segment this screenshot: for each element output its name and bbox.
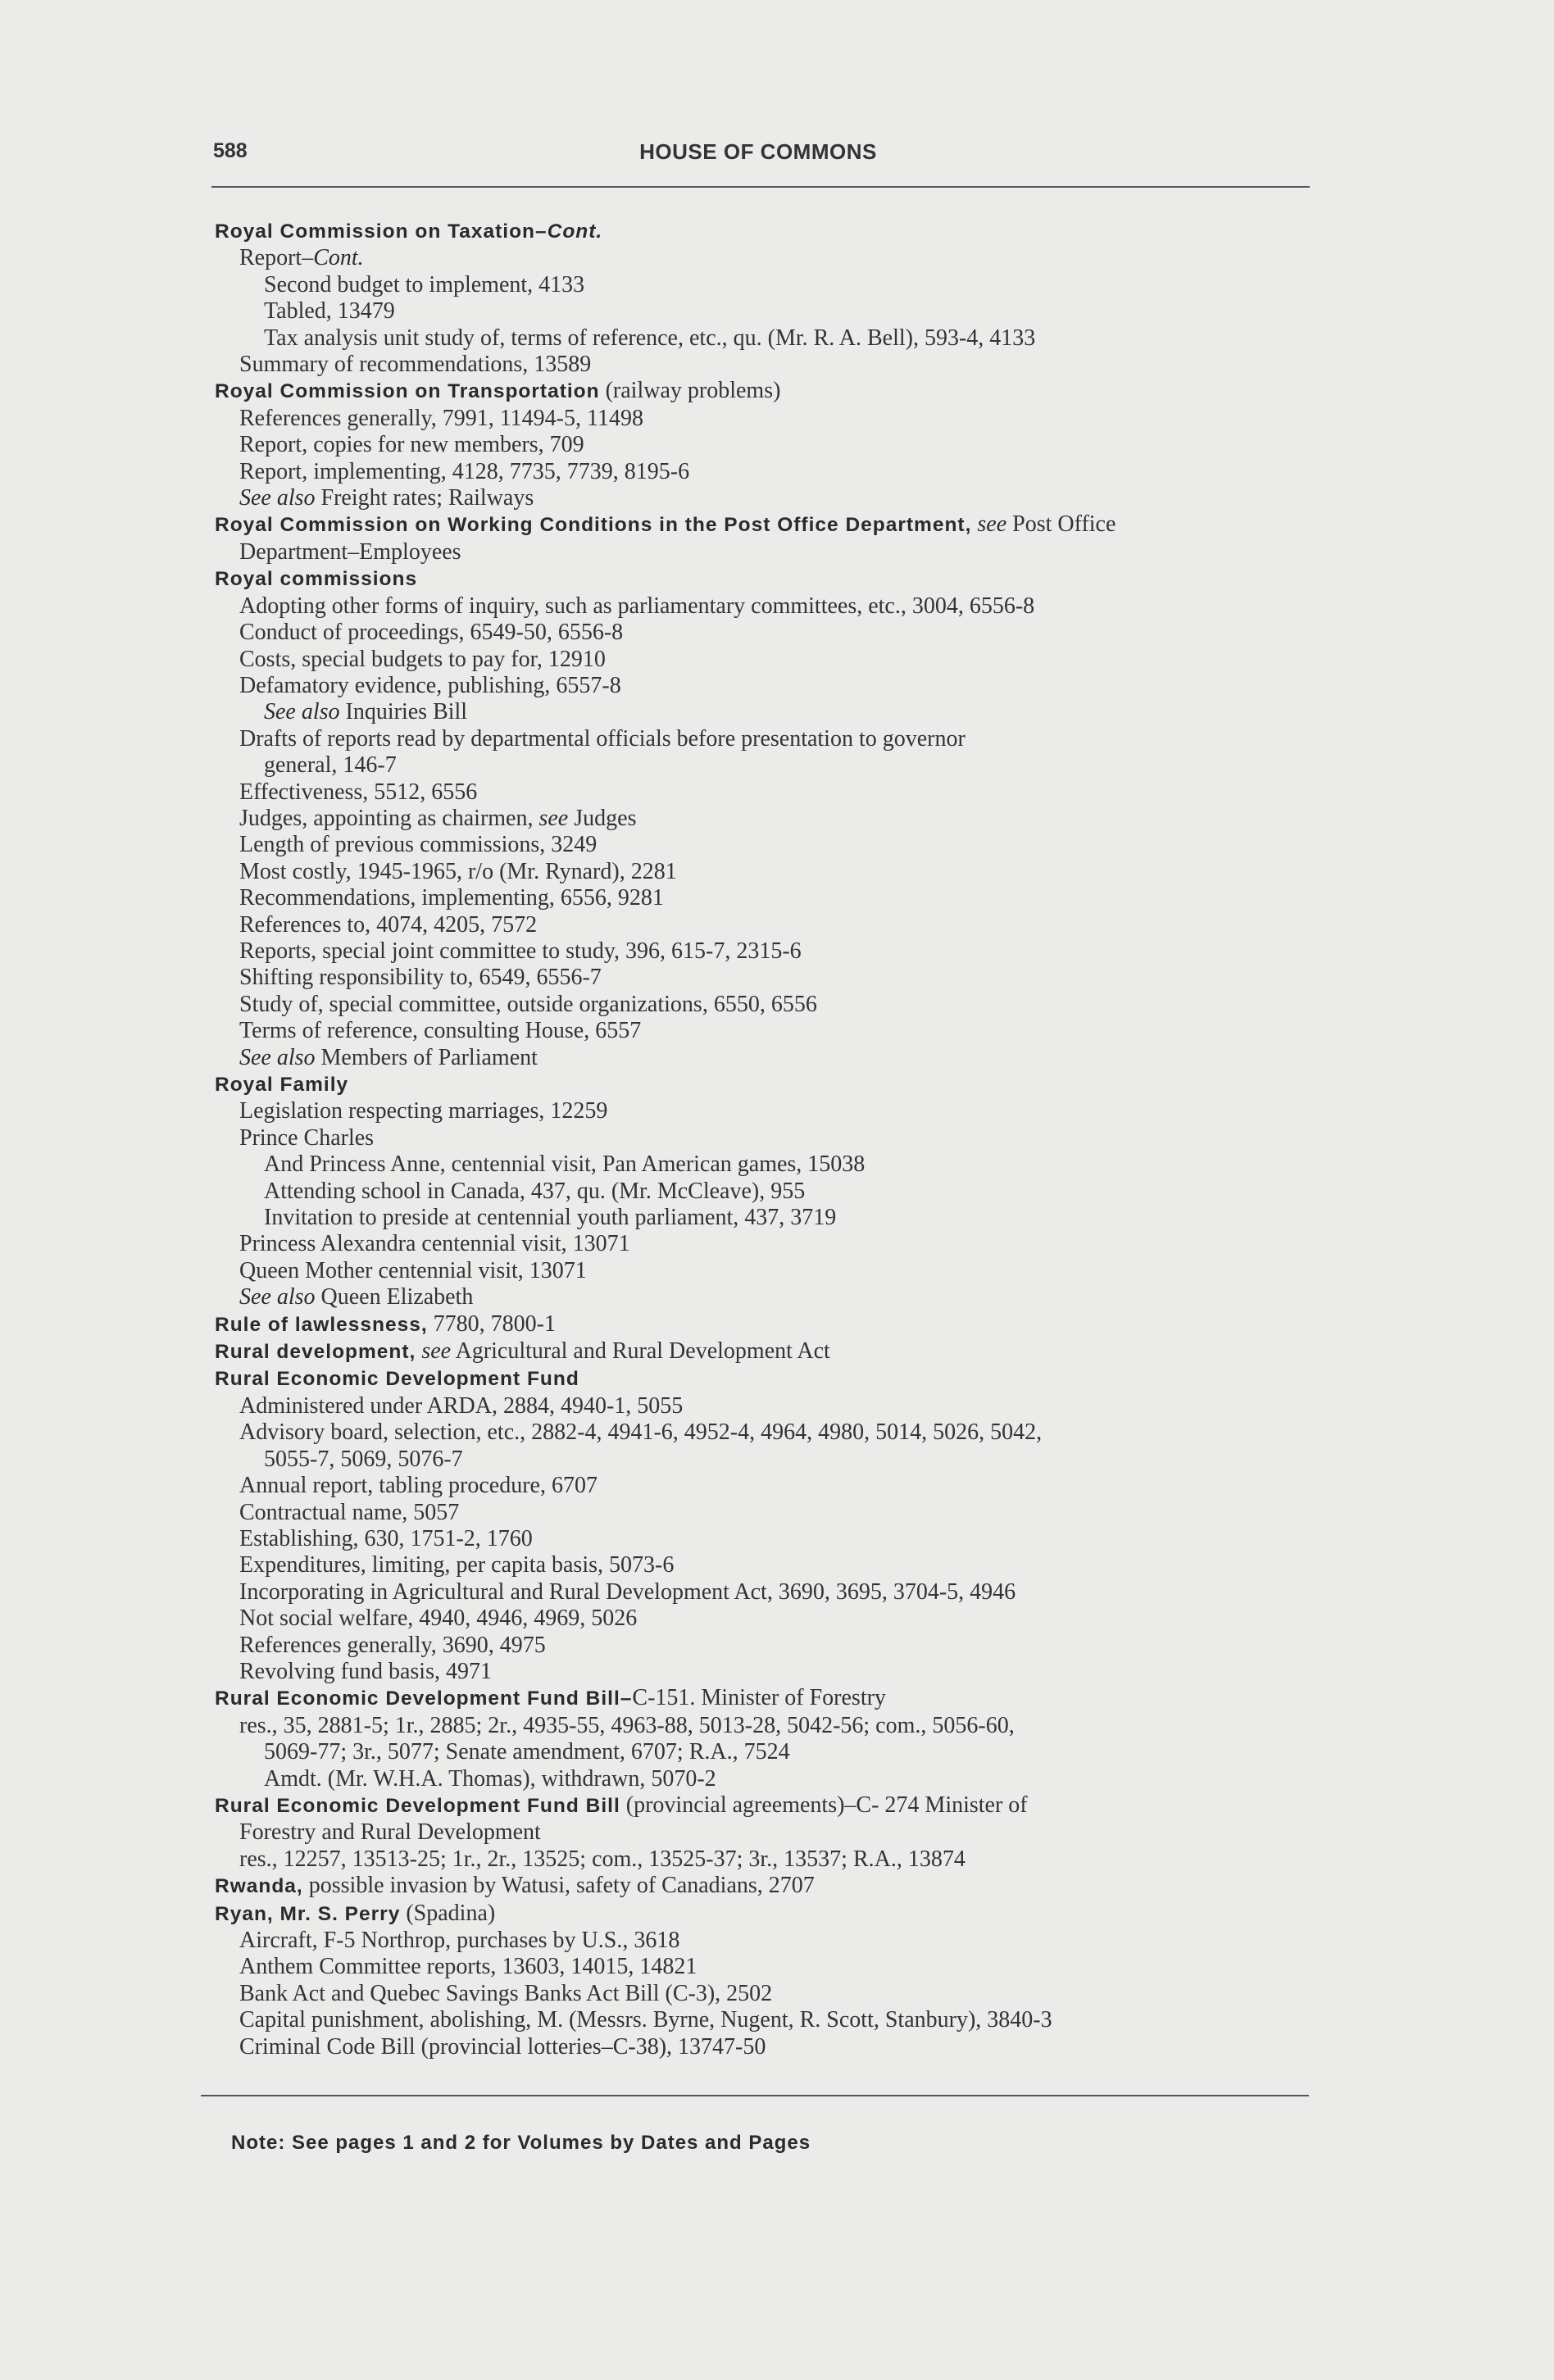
index-entry-text: Advisory board, selection, etc., 2882-4, 4941-6, 4952-4, 4964, 4980, 5014, 5026, 5042, <box>239 1419 1043 1446</box>
index-heading-line <box>205 1792 1336 1819</box>
running-head: HOUSE OF COMMONS <box>639 139 877 164</box>
index-entry-text: Administered under ARDA, 2884, 4940-1, 5055 <box>239 1392 684 1419</box>
index-entry-text: (Spadina) <box>400 1900 496 1926</box>
index-entry-text: Prince Charles <box>239 1124 375 1151</box>
index-heading-line <box>205 1685 1336 1712</box>
index-heading-text: Rule of lawlessness, <box>215 1313 428 1336</box>
index-heading-text: Royal Commission on Transportation <box>215 380 600 403</box>
index-subentry-line <box>205 1954 1336 1980</box>
index-entry-text: And Princess Anne, centennial visit, Pan American games, 15038 <box>264 1151 866 1178</box>
index-entry-text: Attending school in Canada, 437, qu. (Mr. McCleave), 955 <box>264 1178 806 1204</box>
index-entry-text: Study of, special committee, outside organizations, 6550, 6556 <box>239 991 817 1017</box>
index-subentry-line <box>205 1447 1336 1473</box>
index-subentry-line <box>205 1739 1336 1765</box>
index-heading-text: Royal commissions <box>215 568 418 591</box>
index-entry-text: Post Office <box>1006 511 1116 538</box>
index-heading-text: Rural development, <box>215 1341 416 1364</box>
index-entry-text: Incorporating in Agricultural and Rural Development Act, 3690, 3695, 3704-5, 4946 <box>239 1578 1016 1605</box>
index-entry-text: Tabled, 13479 <box>264 298 395 325</box>
index-subentry-line <box>205 1846 1336 1873</box>
index-entry-text: Terms of reference, consulting House, 6557 <box>239 1018 642 1044</box>
index-subentry-line <box>205 1284 1336 1310</box>
index-subentry-line <box>205 1098 1336 1124</box>
index-subentry-line <box>205 325 1336 352</box>
index-entry-text: Conduct of proceedings, 6549-50, 6556-8 <box>239 620 624 646</box>
index-heading-line <box>205 1071 1336 1098</box>
index-subentry-line <box>205 485 1336 511</box>
index-entry-text: Report– <box>239 245 314 271</box>
index-subentry-line <box>205 832 1336 858</box>
index-entry-text: See also <box>239 485 316 511</box>
index-entry-text: Princess Alexandra centennial visit, 13071 <box>239 1231 630 1257</box>
index-entry-text: Queen Elizabeth <box>315 1284 474 1310</box>
index-heading-text: Rwanda, <box>215 1875 303 1898</box>
index-entry-text: Aircraft, F-5 Northrop, purchases by U.S., 3618 <box>239 1928 680 1953</box>
index-subentry-line <box>205 699 1336 725</box>
index-subentry-line <box>205 539 1336 565</box>
index-subentry-line <box>205 1179 1336 1205</box>
index-entry-text: Shifting responsibility to, 6549, 6556-7 <box>239 965 602 991</box>
index-entry-text: Defamatory evidence, publishing, 6557-8 <box>239 672 621 698</box>
index-entry-text: Costs, special budgets to pay for, 12910 <box>239 646 606 672</box>
index-subentry-line <box>205 432 1336 458</box>
index-entry-text: Not social welfare, 4940, 4946, 4969, 5026 <box>239 1606 638 1632</box>
index-subentry-line <box>205 1045 1336 1071</box>
index-heading-line <box>205 565 1336 593</box>
index-heading-line <box>205 1338 1336 1365</box>
index-subentry-line <box>205 1713 1336 1739</box>
index-subentry-line <box>205 1473 1336 1499</box>
index-subentry-line <box>205 298 1336 325</box>
index-entry-text: res., 35, 2881-5; 1r., 2885; 2r., 4935-55, 4963-88, 5013-28, 5042-56; com., 5056-60, <box>239 1712 1015 1738</box>
index-entries <box>205 218 1336 2060</box>
index-subentry-line <box>205 726 1336 752</box>
index-entry-text: Capital punishment, abolishing, M. (Messrs. Byrne, Nugent, R. Scott, Stanbury), 3840-3 <box>239 2007 1052 2033</box>
index-entry-text: Department–Employees <box>239 538 461 565</box>
index-entry-text: Criminal Code Bill (provincial lotteries–C-38), 13747-50 <box>239 2033 766 2060</box>
index-subentry-line <box>205 1659 1336 1685</box>
index-subentry-line <box>205 1552 1336 1578</box>
index-subentry-line <box>205 352 1336 378</box>
index-entry-text: Effectiveness, 5512, 6556 <box>239 779 478 805</box>
index-entry-text: possible invasion by Watusi, safety of Canadians, 2707 <box>302 1873 815 1899</box>
index-subentry-line <box>205 673 1336 699</box>
index-heading-text: Royal Commission on Working Conditions in the Post Office Department, <box>215 514 972 537</box>
index-heading-line <box>205 218 1336 245</box>
footer-note: Note: See pages 1 and 2 for Volumes by Dates and Pages <box>231 2132 811 2154</box>
top-rule <box>211 186 1310 188</box>
index-heading-line <box>205 1901 1336 1928</box>
index-heading-text: Rural Economic Development Fund <box>215 1368 579 1391</box>
index-subentry-line <box>205 1633 1336 1659</box>
index-entry-text: 7780, 7800-1 <box>427 1310 556 1337</box>
index-subentry-line <box>205 779 1336 806</box>
index-entry-text: general, 146-7 <box>264 752 397 779</box>
index-heading-text: Royal Commission on Taxation– <box>215 220 548 243</box>
index-heading-line <box>205 511 1336 538</box>
index-subentry-line <box>205 2034 1336 2060</box>
index-subentry-line <box>205 593 1336 620</box>
index-entry-text: References generally, 3690, 4975 <box>239 1632 546 1658</box>
index-entry-text: Legislation respecting marriages, 12259 <box>239 1098 608 1124</box>
index-subentry-line <box>205 1606 1336 1632</box>
index-subentry-line <box>205 1928 1336 1954</box>
index-subentry-line <box>205 965 1336 991</box>
index-subentry-line <box>205 1981 1336 2007</box>
index-subentry-line <box>205 1231 1336 1257</box>
index-subentry-line <box>205 620 1336 646</box>
index-subentry-line <box>205 1018 1336 1044</box>
index-entry-text: References to, 4074, 4205, 7572 <box>239 911 538 938</box>
index-subentry-line <box>205 1526 1336 1552</box>
index-subentry-line <box>205 245 1336 271</box>
index-entry-text: (railway problems) <box>599 378 781 404</box>
index-subentry-line <box>205 459 1336 485</box>
index-heading-text: Ryan, Mr. S. Perry <box>215 1902 401 1925</box>
index-subentry-line <box>205 2007 1336 2033</box>
index-subentry-line <box>205 1766 1336 1792</box>
index-entry-text: Agricultural and Rural Development Act <box>451 1338 830 1365</box>
index-subentry-line <box>205 1500 1336 1526</box>
index-subentry-line <box>205 912 1336 938</box>
index-entry-text: Annual report, tabling procedure, 6707 <box>239 1473 598 1499</box>
index-heading-line <box>205 1311 1336 1338</box>
page-header <box>205 139 1311 172</box>
index-entry-text: Judges <box>568 805 637 831</box>
index-entry-text: Invitation to preside at centennial youth parliament, 437, 3719 <box>264 1205 837 1231</box>
index-subentry-line <box>205 859 1336 885</box>
index-entry-text: C-151. Minister of Forestry <box>632 1685 886 1711</box>
index-subentry-line <box>205 1205 1336 1231</box>
index-subentry-line <box>205 647 1336 673</box>
index-entry-text: Amdt. (Mr. W.H.A. Thomas), withdrawn, 5070-2 <box>264 1765 716 1792</box>
index-entry-text: 5069-77; 3r., 5077; Senate amendment, 6707; R.A., 7524 <box>264 1739 790 1765</box>
index-entry-text: Revolving fund basis, 4971 <box>239 1658 492 1684</box>
index-entry-text: 5055-7, 5069, 5076-7 <box>264 1446 463 1472</box>
index-subentry-line <box>205 1258 1336 1284</box>
index-subentry-line <box>205 752 1336 779</box>
index-entry-text: Forestry and Rural Development <box>239 1819 541 1846</box>
index-entry-text: References generally, 7991, 11494-5, 11498 <box>239 405 643 431</box>
index-heading-line <box>205 1873 1336 1900</box>
index-subentry-line <box>205 1419 1336 1446</box>
index-entry-text: Inquiries Bill <box>339 699 468 725</box>
index-entry-text: Report, implementing, 4128, 7735, 7739, 8195-6 <box>239 458 690 484</box>
index-entry-text: Members of Parliament <box>315 1044 538 1070</box>
index-entry-text: Contractual name, 5057 <box>239 1499 460 1525</box>
index-entry-text: see <box>538 805 569 831</box>
index-heading-text: Rural Economic Development Fund Bill– <box>215 1687 633 1710</box>
index-entry-text: Drafts of reports read by departmental officials before presentation to governor <box>239 725 966 752</box>
index-entry-text: Reports, special joint committee to study, 396, 615-7, 2315-6 <box>239 938 802 964</box>
index-subentry-line <box>205 1393 1336 1419</box>
page-number: 588 <box>213 139 248 162</box>
index-entry-text: Cont. <box>313 245 364 271</box>
index-subentry-line <box>205 1819 1336 1846</box>
index-entry-text: Most costly, 1945-1965, r/o (Mr. Rynard), 2281 <box>239 858 677 884</box>
index-entry-text: Freight rates; Railways <box>315 485 534 511</box>
index-entry-text: Expenditures, limiting, per capita basis, 5073-6 <box>239 1552 675 1578</box>
index-entry-text: Length of previous commissions, 3249 <box>239 832 598 858</box>
index-subentry-line <box>205 885 1336 911</box>
index-subentry-line <box>205 938 1336 965</box>
index-subentry-line <box>205 806 1336 832</box>
index-entry-text: Report, copies for new members, 709 <box>239 432 584 458</box>
index-heading-text: Cont. <box>547 220 603 243</box>
index-subentry-line <box>205 1125 1336 1151</box>
index-subentry-line <box>205 272 1336 298</box>
index-heading-line <box>205 1365 1336 1392</box>
index-entry-text: Establishing, 630, 1751-2, 1760 <box>239 1525 533 1551</box>
index-entry-text: res., 12257, 13513-25; 1r., 2r., 13525; com., 13525-37; 3r., 13537; R.A., 13874 <box>239 1846 966 1872</box>
index-entry-text: Bank Act and Quebec Savings Banks Act Bill (C-3), 2502 <box>239 1980 773 2006</box>
index-entry-text: Recommendations, implementing, 6556, 9281 <box>239 885 664 911</box>
index-subentry-line <box>205 406 1336 432</box>
index-entry-text: Summary of recommendations, 13589 <box>239 352 592 378</box>
index-entry-text: See also <box>264 699 340 725</box>
index-entry-text: (provincial agreements)–C- 274 Minister of <box>620 1792 1028 1818</box>
index-heading-line <box>205 378 1336 405</box>
index-entry-text: Anthem Committee reports, 13603, 14015, 14821 <box>239 1954 697 1980</box>
index-entry-text: Queen Mother centennial visit, 13071 <box>239 1257 587 1283</box>
index-entry-text: see <box>971 511 1007 538</box>
index-entry-text: Judges, appointing as chairmen, <box>239 805 539 831</box>
index-entry-text: See also <box>239 1044 316 1070</box>
index-entry-text: Tax analysis unit study of, terms of reference, etc., qu. (Mr. R. A. Bell), 593-4, 4133 <box>264 325 1036 351</box>
bottom-rule <box>201 2095 1309 2096</box>
index-entry-text: See also <box>239 1284 316 1310</box>
index-entry-text: Adopting other forms of inquiry, such as parliamentary committees, etc., 3004, 6556-8 <box>239 593 1035 619</box>
index-subentry-line <box>205 1151 1336 1178</box>
index-subentry-line <box>205 992 1336 1018</box>
index-entry-text: Second budget to implement, 4133 <box>264 271 585 298</box>
index-subentry-line <box>205 1579 1336 1606</box>
index-heading-text: Rural Economic Development Fund Bill <box>215 1794 620 1817</box>
index-heading-text: Royal Family <box>215 1074 349 1096</box>
index-entry-text: see <box>416 1338 452 1365</box>
